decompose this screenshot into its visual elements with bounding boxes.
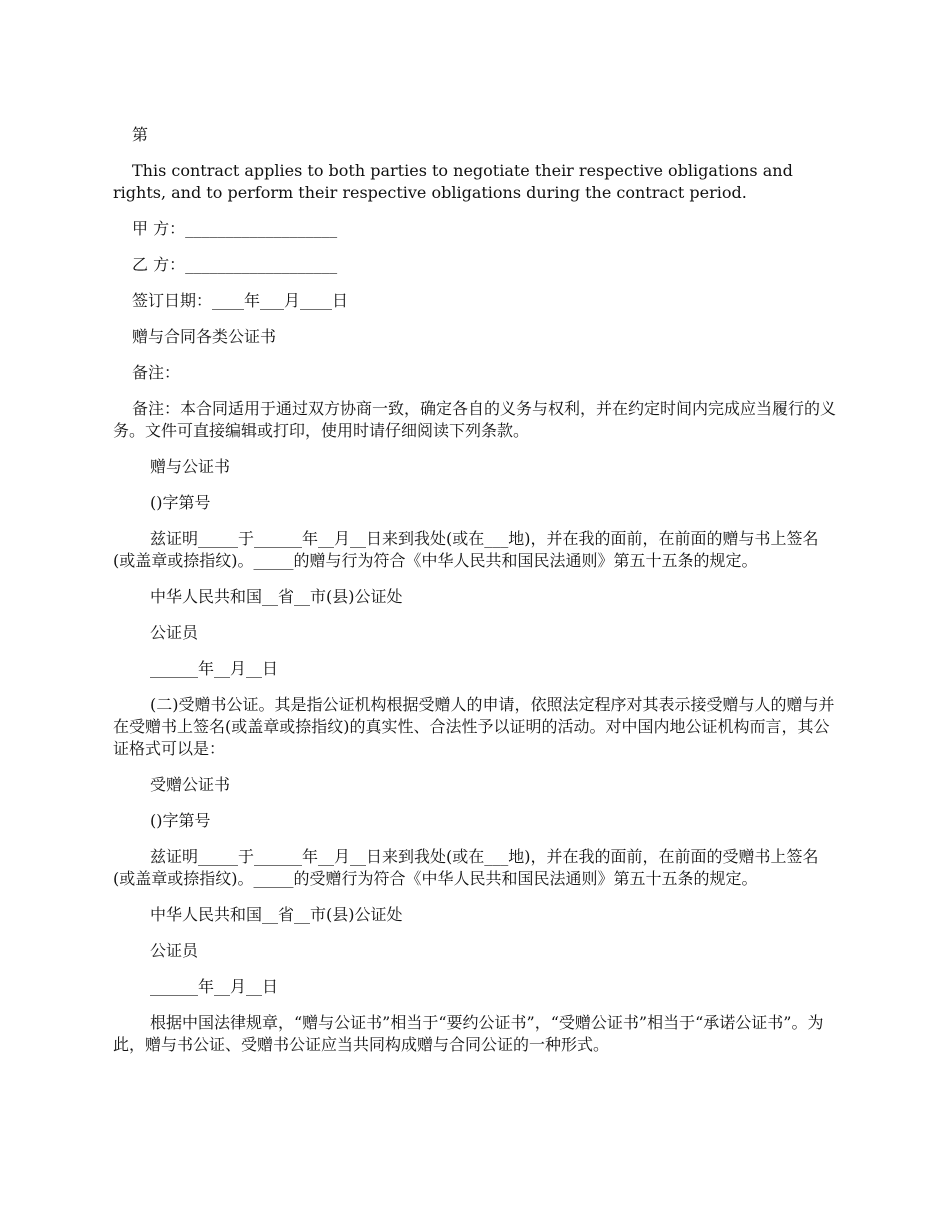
recv-notary: 公证员 bbox=[150, 941, 199, 960]
recv-cert-body: 兹证明_____于______年__月__日来到我处(或在___地)，并在我的面前，在前面的受赠书上签名(或盖章或捺指纹)。_____的受赠行为符合《中华人民共和国民法通则》第五十五条的规定。 bbox=[113, 847, 819, 888]
gift-cert-title: 赠与公证书 bbox=[150, 457, 231, 476]
doc-heading: 第 bbox=[132, 125, 149, 144]
recv-notary-office: 中华人民共和国__省__市(县)公证处 bbox=[150, 905, 403, 924]
sign-date-line: 签订日期：____年___月____日 bbox=[132, 291, 349, 310]
gift-cert-body: 兹证明_____于______年__月__日来到我处(或在___地)，并在我的面前，在前面的赠与书上签名(或盖章或捺指纹)。_____的赠与行为符合《中华人民共和国民法通则》第五十五条的规定。 bbox=[113, 529, 819, 570]
gift-notary-office: 中华人民共和国__省__市(县)公证处 bbox=[150, 587, 403, 606]
section-two-paragraph: (二)受赠书公证。其是指公证机构根据受赠人的申请，依照法定程序对其表示接受赠与人的赠与并在受赠书上签名(或盖章或捺指纹)的真实性、合法性予以证明的活动。对中国内地公证机构而言，其公证格式可以是： bbox=[113, 695, 835, 758]
party-b-line: 乙 方：___________________ bbox=[132, 255, 338, 274]
gift-cert-number: ()字第号 bbox=[150, 493, 211, 512]
conclusion-paragraph: 根据中国法律规章，“赠与公证书”相当于“要约公证书”，“受赠公证书”相当于“承诺公证书”。为此，赠与书公证、受赠书公证应当共同构成赠与合同公证的一种形式。 bbox=[113, 1013, 824, 1054]
remark-text: 备注：本合同适用于通过双方协商一致，确定各自的义务与权利，并在约定时间内完成应当履行的义务。文件可直接编辑或打印，使用时请仔细阅读下列条款。 bbox=[113, 399, 837, 440]
gift-date: ______年__月__日 bbox=[150, 659, 279, 678]
recv-date: ______年__月__日 bbox=[150, 977, 279, 996]
intro-english: This contract applies to both parties to negotiate their respective obligations and rights, and to perform their respective obligations during the contract period. bbox=[113, 161, 798, 202]
recv-cert-number: ()字第号 bbox=[150, 811, 211, 830]
doc-title: 赠与合同各类公证书 bbox=[132, 327, 277, 346]
party-a-line: 甲 方：___________________ bbox=[132, 219, 338, 238]
remark-label: 备注： bbox=[132, 363, 181, 382]
recv-cert-title: 受赠公证书 bbox=[150, 775, 231, 794]
gift-notary: 公证员 bbox=[150, 623, 199, 642]
